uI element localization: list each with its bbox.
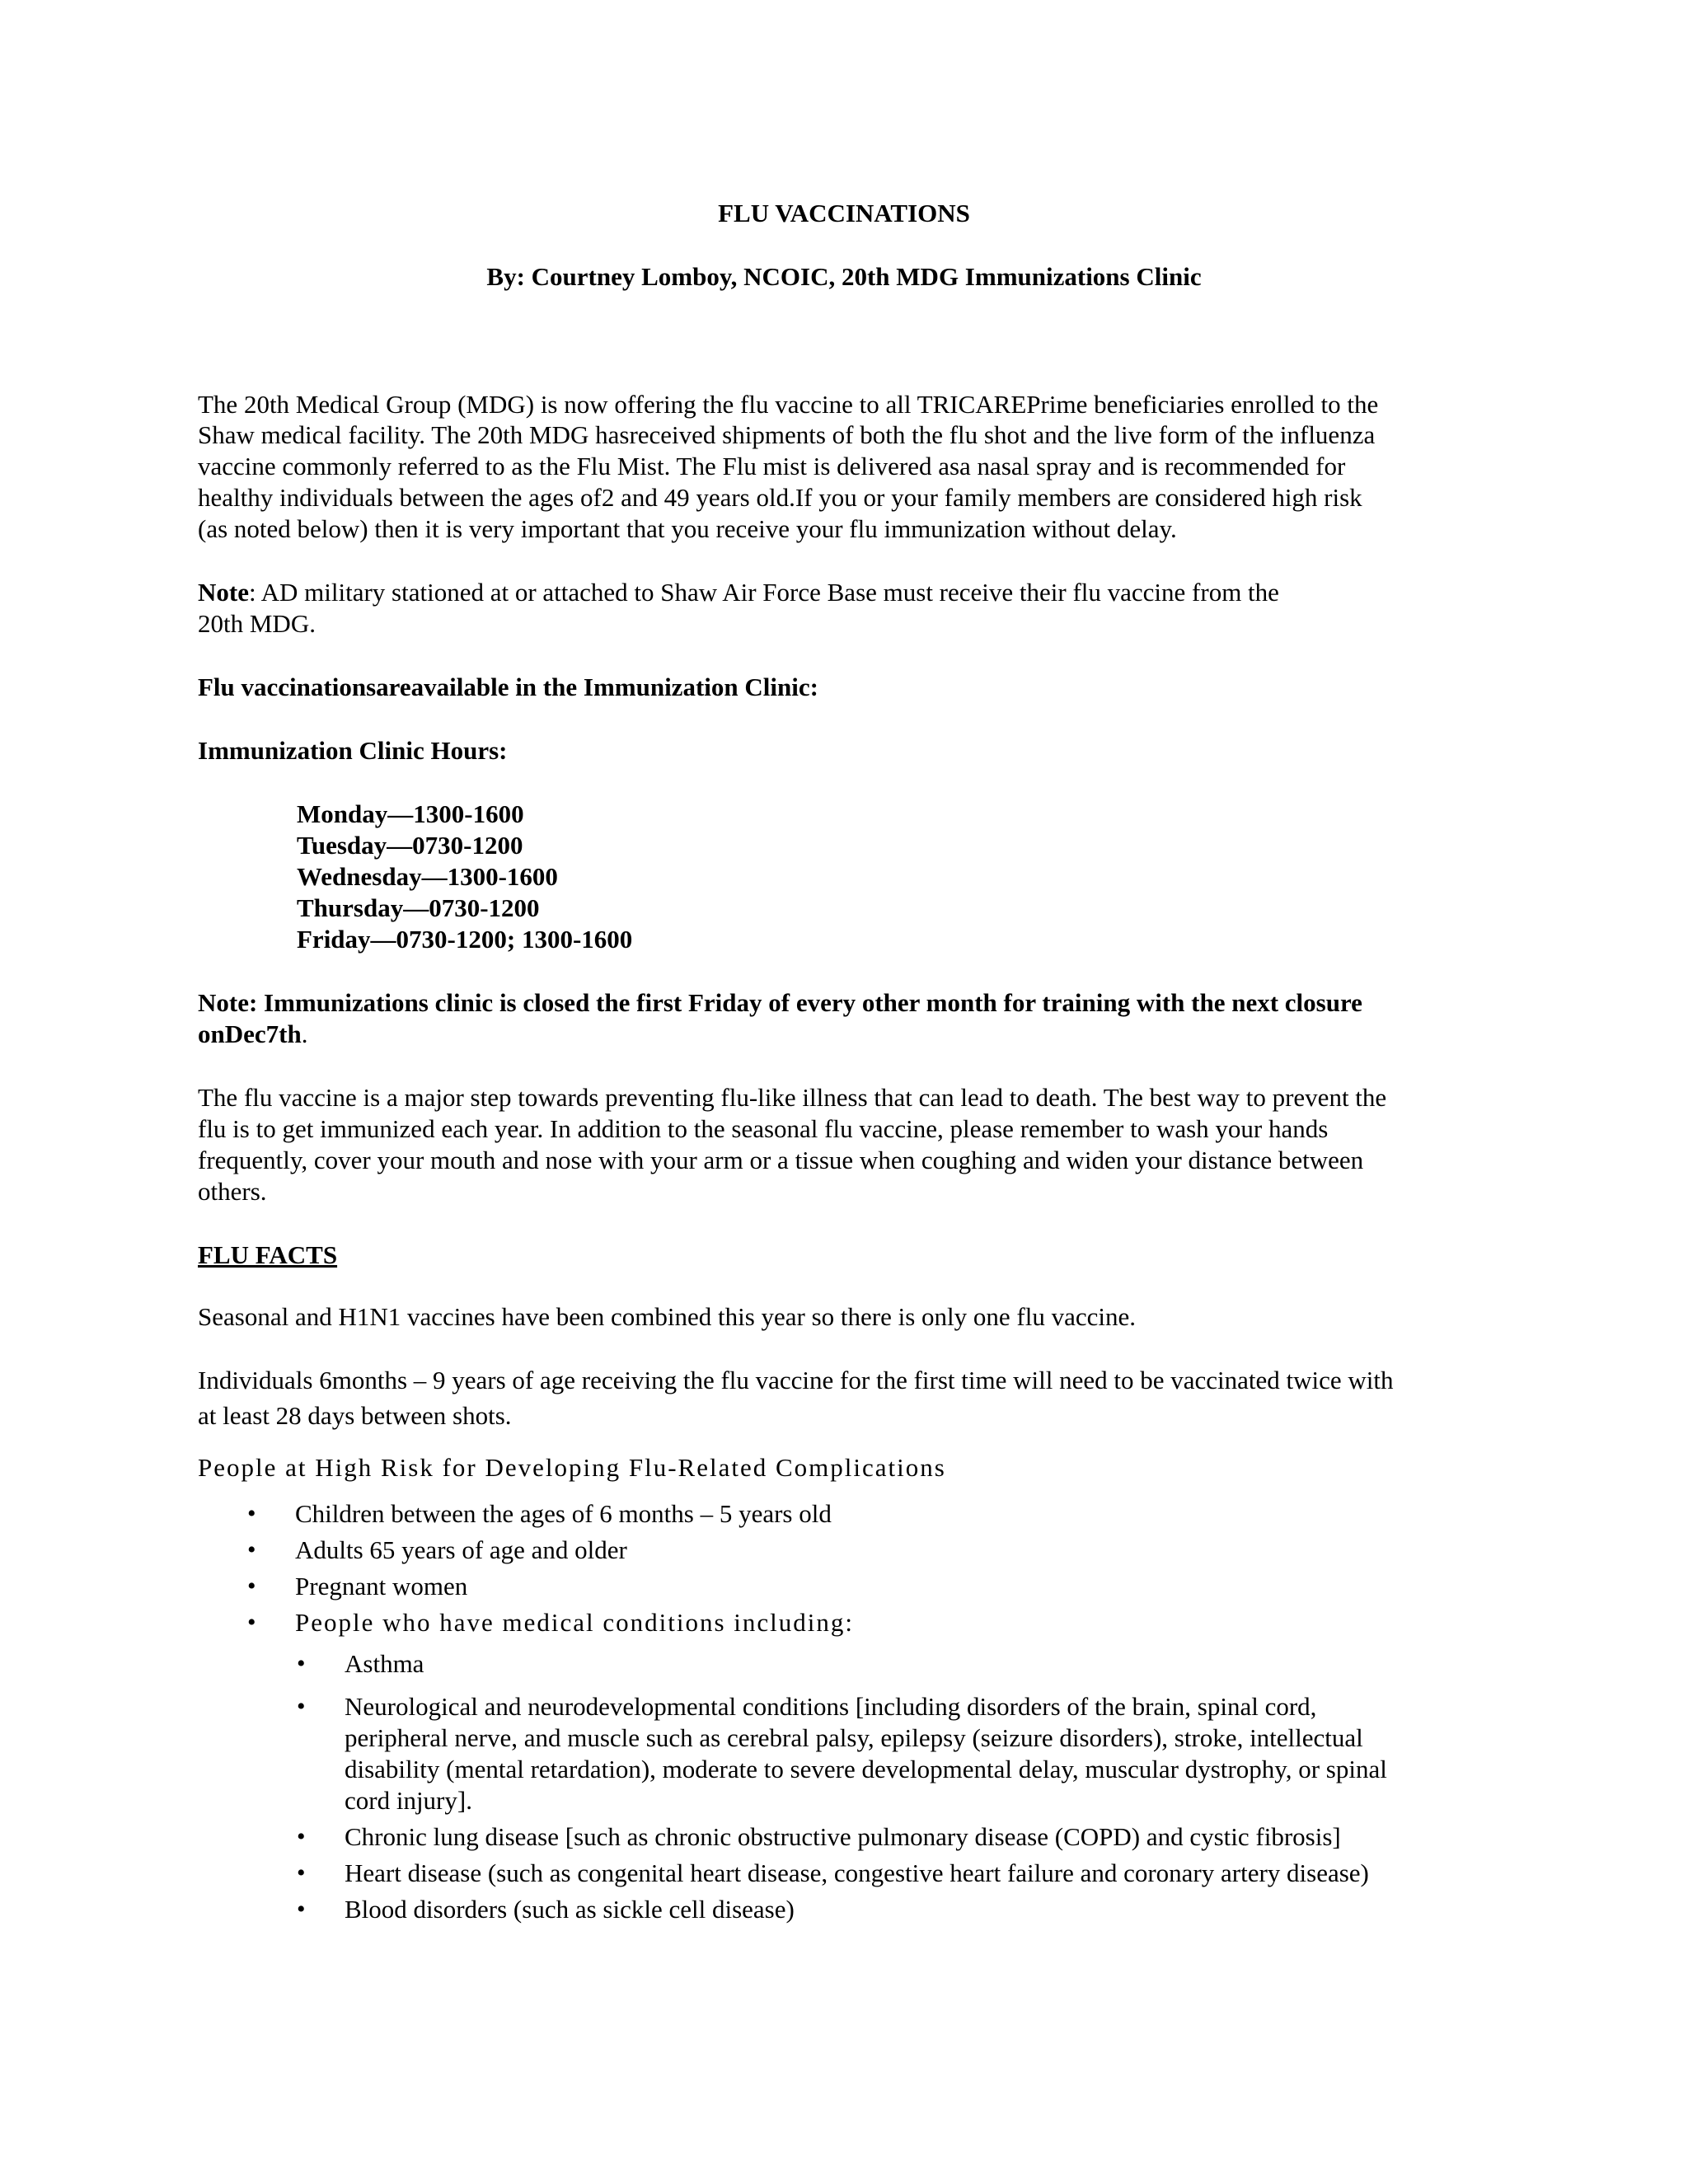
closure-note-line: Note: Immunizations clinic is closed the first Friday of every other month for training with the next closure xyxy=(198,988,1362,1017)
condition-neuro: peripheral nerve, and muscle such as cerebral palsy, epilepsy (seizure disorders), stroke, intellectual xyxy=(345,1723,1363,1752)
condition-neuro: disability (mental retardation), moderate to severe developmental delay, muscular dystrophy, or spinal xyxy=(345,1755,1387,1783)
condition-asthma: Asthma xyxy=(345,1649,424,1678)
prevention-line: flu is to get immunized each year. In addition to the seasonal flu vaccine, please remember to wash your hands xyxy=(198,1114,1329,1143)
bullet-icon: • xyxy=(297,1823,306,1850)
list-item: Pregnant women xyxy=(295,1572,468,1601)
hours-thursday: Thursday—0730-1200 xyxy=(297,893,540,922)
flu-facts-heading: FLU FACTS xyxy=(198,1240,338,1269)
condition-lung: Chronic lung disease [such as chronic obstructive pulmonary disease (COPD) and cystic fibrosis] xyxy=(345,1822,1341,1851)
list-item: Children between the ages of 6 months – 5 years old xyxy=(295,1499,832,1528)
bullet-icon: • xyxy=(247,1572,256,1600)
document-byline: By: Courtney Lomboy, NCOIC, 20th MDG Immunizations Clinic xyxy=(486,262,1202,291)
high-risk-heading: People at High Risk for Developing Flu-Related Complications xyxy=(198,1453,946,1482)
note-text: : AD military stationed at or attached to Shaw Air Force Base must receive their flu vaccine from the xyxy=(248,578,1279,607)
note-label: Note xyxy=(198,578,249,607)
bullet-icon: • xyxy=(247,1500,256,1527)
intro-line: The 20th Medical Group (MDG) is now offering the flu vaccine to all TRICAREPrime beneficiaries enrolled to the xyxy=(198,390,1379,419)
availability-heading: Flu vaccinationsareavailable in the Immunization Clinic: xyxy=(198,673,818,701)
intro-line: (as noted below) then it is very important that you receive your flu immunization without delay. xyxy=(198,514,1177,543)
condition-neuro: Neurological and neurodevelopmental conditions [including disorders of the brain, spinal cord, xyxy=(345,1692,1317,1721)
hours-tuesday: Tuesday—0730-1200 xyxy=(297,831,523,860)
prevention-line: others. xyxy=(198,1177,267,1206)
closure-date: onDec7th xyxy=(198,1019,302,1048)
prevention-line: frequently, cover your mouth and nose with your arm or a tissue when coughing and widen your distance between xyxy=(198,1146,1364,1174)
intro-line: vaccine commonly referred to as the Flu Mist. The Flu mist is delivered asa nasal spray and is recommended for xyxy=(198,452,1346,480)
bullet-icon: • xyxy=(247,1609,256,1636)
clinic-hours-heading: Immunization Clinic Hours: xyxy=(198,736,508,765)
list-item: People who have medical conditions including: xyxy=(295,1608,855,1637)
hours-wednesday: Wednesday—1300-1600 xyxy=(297,862,558,891)
list-item: Adults 65 years of age and older xyxy=(295,1535,627,1564)
bullet-icon: • xyxy=(297,1650,306,1677)
bullet-icon: • xyxy=(247,1536,256,1563)
prevention-line: The flu vaccine is a major step towards preventing flu-like illness that can lead to death. The best way to prevent the xyxy=(198,1083,1387,1112)
fact-line: Individuals 6months – 9 years of age receiving the flu vaccine for the first time will need to be vaccinated twice with xyxy=(198,1366,1394,1394)
note-line: 20th MDG. xyxy=(198,609,316,638)
fact-line: at least 28 days between shots. xyxy=(198,1401,512,1430)
note-line xyxy=(198,577,1279,608)
intro-line: healthy individuals between the ages of2 and 49 years old.If you or your family members are considered high risk xyxy=(198,483,1362,512)
bullet-icon: • xyxy=(297,1693,306,1720)
document-title: FLU VACCINATIONS xyxy=(718,199,970,227)
condition-neuro: cord injury]. xyxy=(345,1786,472,1815)
closure-tail: . xyxy=(301,1019,308,1048)
condition-blood: Blood disorders (such as sickle cell disease) xyxy=(345,1895,795,1924)
closure-note-line xyxy=(198,1019,307,1050)
bullet-icon: • xyxy=(297,1859,306,1886)
intro-line: Shaw medical facility. The 20th MDG hasreceived shipments of both the flu shot and the live form of the influenza xyxy=(198,420,1376,449)
condition-heart: Heart disease (such as congenital heart disease, congestive heart failure and coronary artery disease) xyxy=(345,1858,1369,1887)
hours-monday: Monday—1300-1600 xyxy=(297,799,524,828)
fact-combined-vaccine: Seasonal and H1N1 vaccines have been combined this year so there is only one flu vaccine. xyxy=(198,1302,1137,1331)
bullet-icon: • xyxy=(297,1896,306,1923)
hours-friday: Friday—0730-1200; 1300-1600 xyxy=(297,925,633,954)
